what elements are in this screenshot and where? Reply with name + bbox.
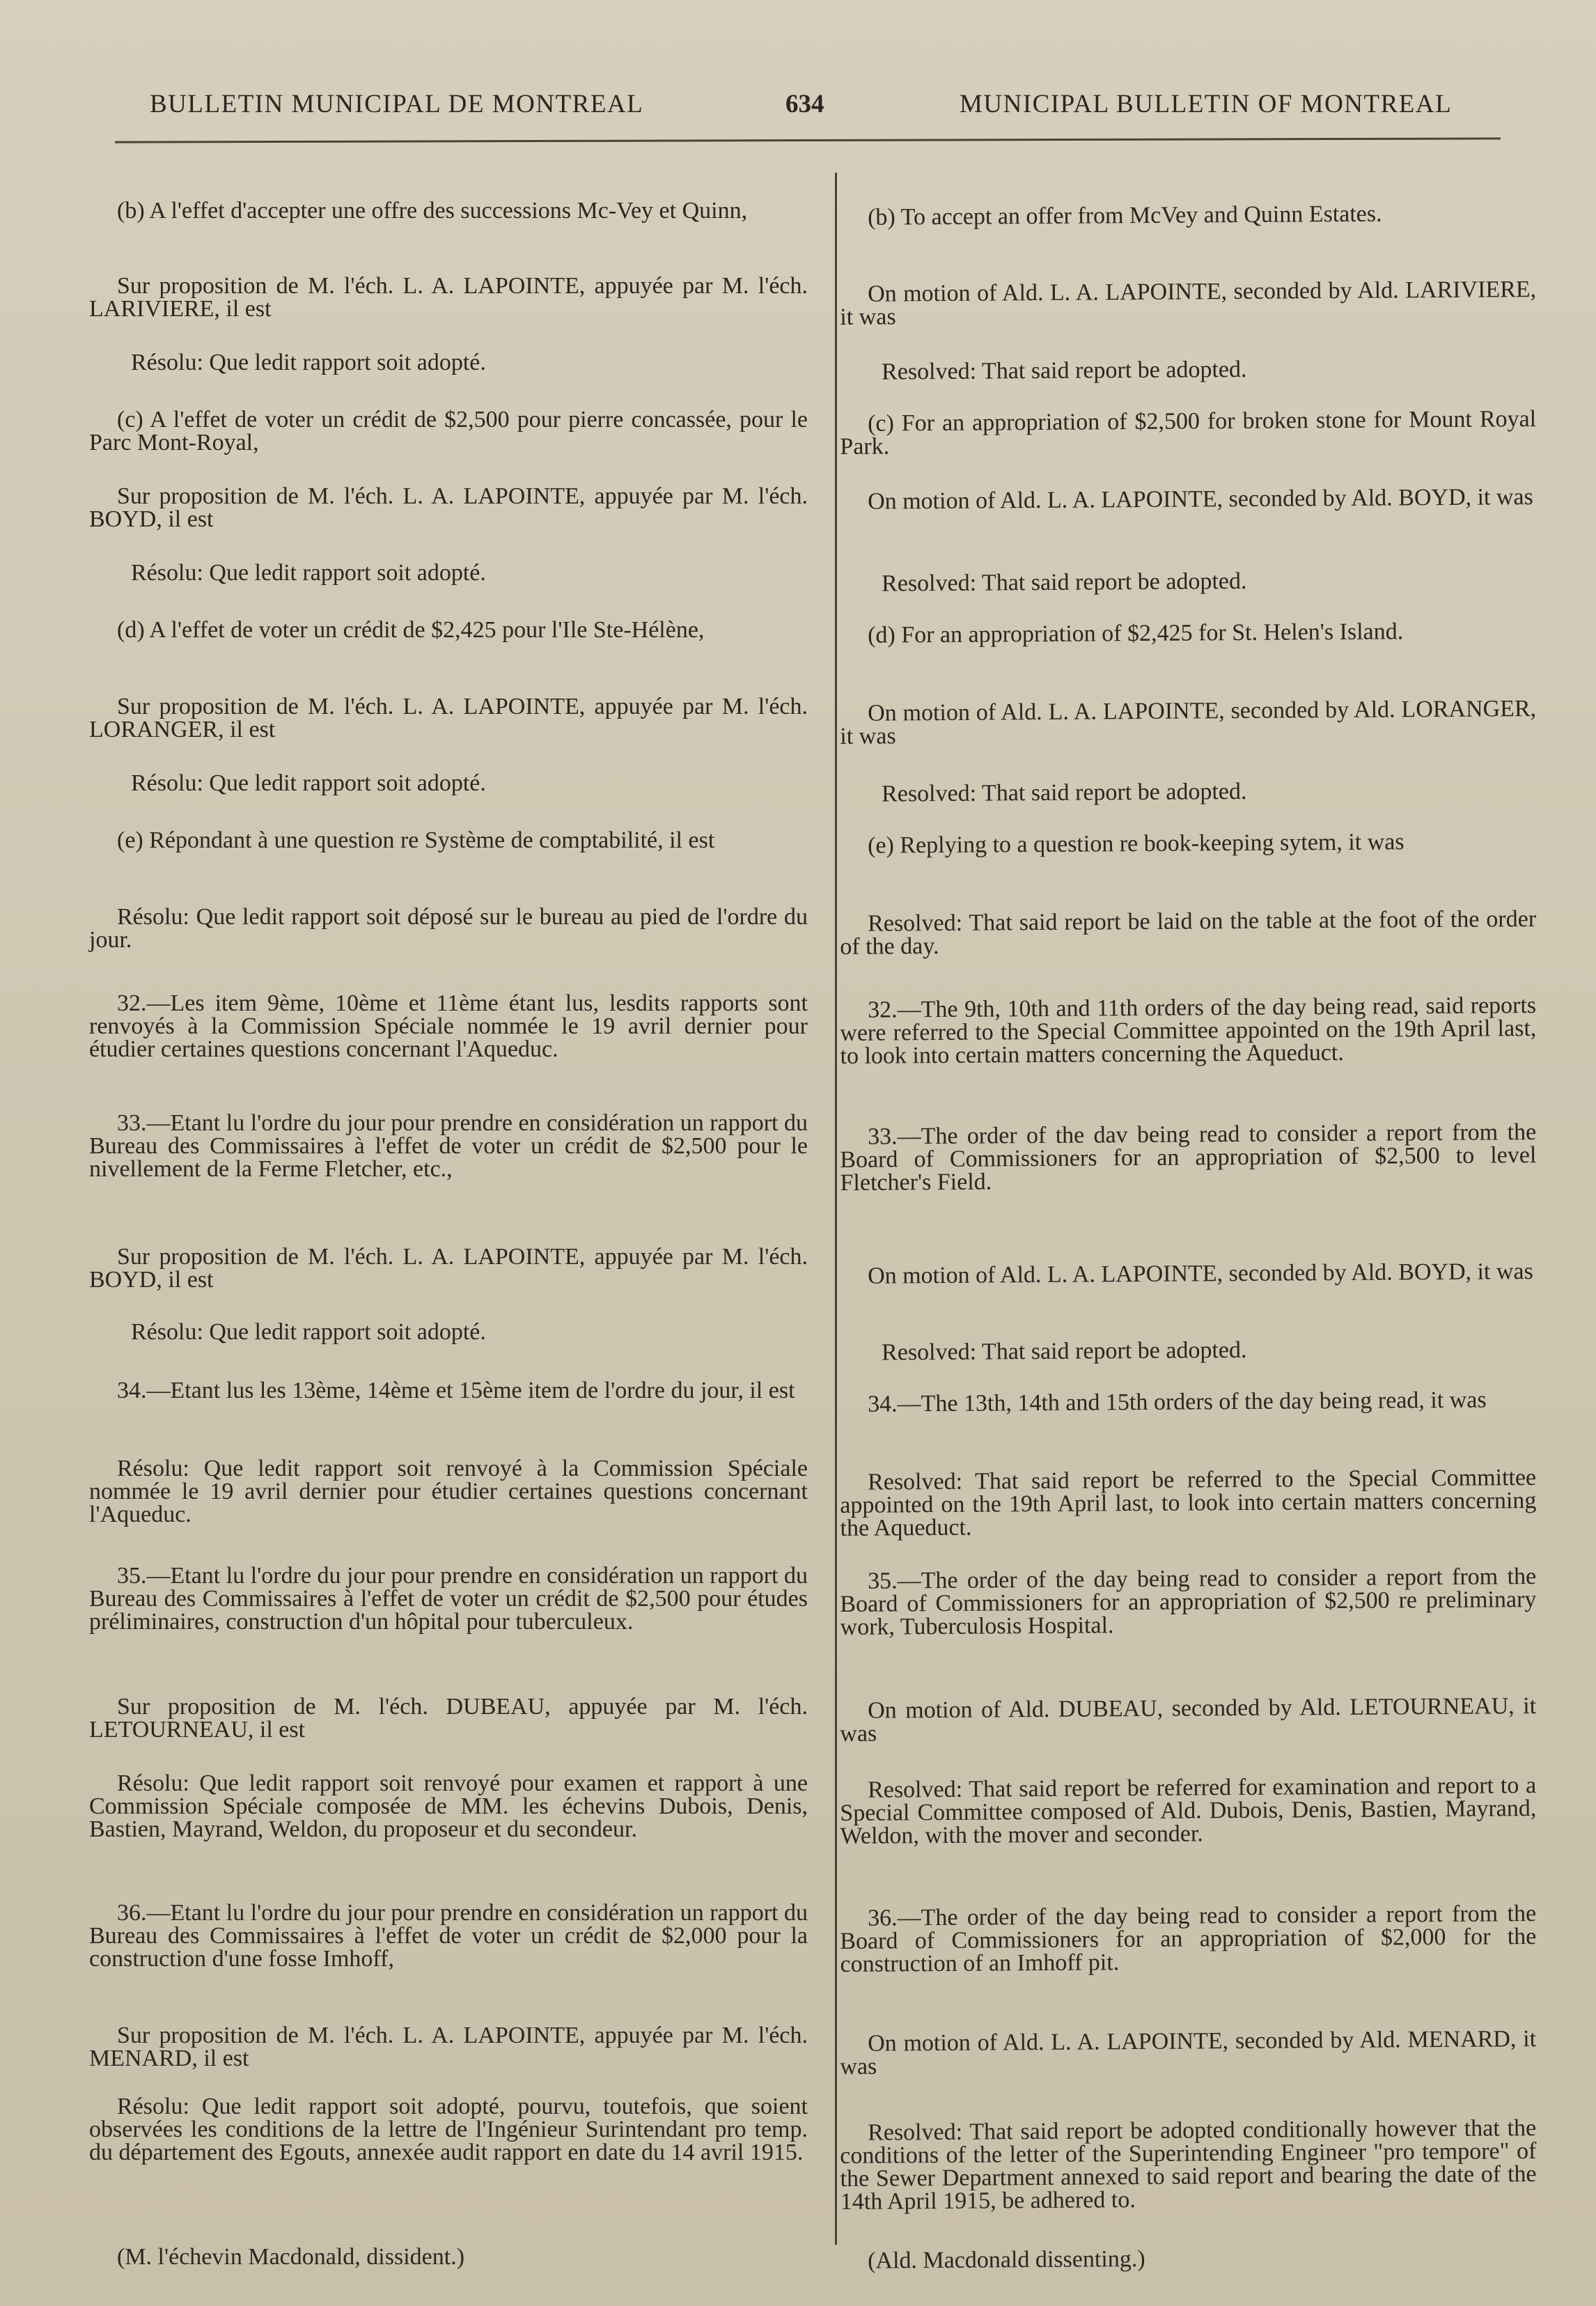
en-resolution-34: Resolved: That said report be referred to the Special Committee appointed on the 19th April last, to look into certain matters concerning the Aqueduct.	[840, 1465, 1537, 1541]
fr-resolution-34: Résolu: Que ledit rapport soit renvoyé à la Commission Spéciale nommée le 19 avril dernier pour étudier certaines questions concernant l'Aqueduc.	[89, 1456, 808, 1527]
fr-motion-35: Sur proposition de M. l'éch. DUBEAU, appuyée par M. l'éch. LETOURNEAU, il est	[89, 1694, 808, 1743]
en-motion-35: On motion of Ald. DUBEAU, seconded by Ald. LETOURNEAU, it was	[840, 1693, 1537, 1747]
en-resolution-d: Resolved: That said report be adopted.	[881, 778, 1247, 807]
en-motion-d: On motion of Ald. L. A. LAPOINTE, seconded by Ald. LORANGER, it was	[840, 696, 1537, 749]
fr-motion-33: Sur proposition de M. l'éch. L. A. LAPOINTE, appuyée par M. l'éch. BOYD, il est	[89, 1244, 808, 1293]
en-motion-c: On motion of Ald. L. A. LAPOINTE, seconded by Ald. BOYD, it was	[867, 484, 1533, 515]
en-item-32: 32.—The 9th, 10th and 11th orders of the day being read, said reports were referred to the Special Committee appointed on the 19th April last, to look into certain matters concerning the Aqueduct.	[840, 992, 1537, 1069]
fr-item-33: 33.—Etant lu l'ordre du jour pour prendre en considération un rapport du Bureau des Commissaires à l'effet de voter un crédit de $2,500 pour le nivellement de la Ferme Fletcher, etc.,	[89, 1110, 808, 1182]
fr-resolution-33: Résolu: Que ledit rapport soit adopté.	[131, 1319, 486, 1345]
en-item-36: 36.—The order of the day being read to consider a report from the Board of Commissioners for an appropriation of $2,000 for the construction of an Imhoff pit.	[840, 1901, 1537, 1977]
en-item-e: (e) Replying to a question re book-keeping sytem, it was	[867, 829, 1405, 859]
fr-dissent: (M. l'échevin Macdonald, dissident.)	[117, 2244, 465, 2270]
en-item-34: 34.—The 13th, 14th and 15th orders of the day being read, it was	[867, 1387, 1487, 1417]
header-english-title: MUNICIPAL BULLETIN OF MONTREAL	[960, 90, 1453, 118]
en-item-d: (d) For an appropriation of $2,425 for St. Helen's Island.	[867, 618, 1404, 648]
column-divider	[835, 173, 837, 2245]
fr-item-36: 36.—Etant lu l'ordre du jour pour prendre en considération un rapport du Bureau des Commissaires à l'effet de voter un crédit de $2,000 pour la construction d'une fosse Imhoff,	[89, 1900, 808, 1972]
fr-item-b: (b) A l'effet d'accepter une offre des successions Mc-Vey et Quinn,	[117, 198, 748, 224]
en-resolution-c: Resolved: That said report be adopted.	[881, 568, 1247, 597]
page-header	[0, 89, 1596, 131]
en-resolution-33: Resolved: That said report be adopted.	[881, 1337, 1247, 1366]
en-resolution-35: Resolved: That said report be referred for examination and report to a Special Committee composed of Ald. Dubois, Denis, Bastien, Mayrand, Weldon, with the mover and seconder.	[840, 1773, 1537, 1849]
fr-item-34: 34.—Etant lus les 13ème, 14ème et 15ème item de l'ordre du jour, il est	[117, 1378, 795, 1403]
en-motion-36: On motion of Ald. L. A. LAPOINTE, seconded by Ald. MENARD, it was	[840, 2026, 1537, 2080]
en-resolution-e: Resolved: That said report be laid on the table at the foot of the order of the day.	[840, 906, 1537, 960]
fr-resolution-e: Résolu: Que ledit rapport soit déposé sur le bureau au pied de l'ordre du jour.	[89, 904, 808, 953]
fr-resolution-36: Résolu: Que ledit rapport soit adopté, pourvu, toutefois, que soient observées les conditions de la lettre de l'Ingénieur Surintendant pro temp. du département des Egouts, annexée audit rapport en date du 14 avril 1915.	[89, 2094, 808, 2165]
fr-item-d: (d) A l'effet de voter un crédit de $2,425 pour l'Ile Ste-Hélène,	[117, 617, 705, 643]
fr-motion-c: Sur proposition de M. l'éch. L. A. LAPOINTE, appuyée par M. l'éch. BOYD, il est	[89, 483, 808, 532]
en-item-c: (c) For an appropriation of $2,500 for broken stone for Mount Royal Park.	[840, 406, 1537, 460]
fr-motion-36: Sur proposition de M. l'éch. L. A. LAPOINTE, appuyée par M. l'éch. MENARD, il est	[89, 2023, 808, 2071]
en-motion-33: On motion of Ald. L. A. LAPOINTE, seconded by Ald. BOYD, it was	[867, 1259, 1533, 1289]
fr-resolution-c: Résolu: Que ledit rapport soit adopté.	[131, 560, 486, 586]
page-number: 634	[785, 90, 824, 118]
fr-resolution-b: Résolu: Que ledit rapport soit adopté.	[131, 350, 486, 375]
header-french-title: BULLETIN MUNICIPAL DE MONTREAL	[150, 90, 644, 118]
en-motion-b: On motion of Ald. L. A. LAPOINTE, seconded by Ald. LARIVIERE, it was	[840, 276, 1537, 330]
en-item-b: (b) To accept an offer from McVey and Quinn Estates.	[867, 201, 1382, 231]
en-item-35: 35.—The order of the day being read to consider a report from the Board of Commissioners for an appropriation of $2,500 re preliminary work, Tuberculosis Hospital.	[840, 1564, 1537, 1640]
en-dissent: (Ald. Macdonald dissenting.)	[867, 2245, 1145, 2274]
en-resolution-b: Resolved: That said report be adopted.	[881, 356, 1247, 385]
fr-item-e: (e) Répondant à une question re Système de comptabilité, il est	[117, 827, 715, 853]
fr-motion-b: Sur proposition de M. l'éch. L. A. LAPOINTE, appuyée par M. l'éch. LARIVIERE, il est	[89, 273, 808, 322]
fr-resolution-d: Résolu: Que ledit rapport soit adopté.	[131, 770, 486, 796]
fr-item-35: 35.—Etant lu l'ordre du jour pour prendre en considération un rapport du Bureau des Commissaires à l'effet de voter un crédit de $2,500 pour études préliminaires, construction d'un hôpital pour tuberculeux.	[89, 1563, 808, 1635]
fr-resolution-35: Résolu: Que ledit rapport soit renvoyé pour examen et rapport à une Commission Spéciale composée de MM. les échevins Dubois, Denis, Bastien, Mayrand, Weldon, du proposeur et du secondeur.	[89, 1770, 808, 1842]
fr-motion-d: Sur proposition de M. l'éch. L. A. LAPOINTE, appuyée par M. l'éch. LORANGER, il est	[89, 694, 808, 742]
fr-item-c: (c) A l'effet de voter un crédit de $2,500 pour pierre concassée, pour le Parc Mont-Royal,	[89, 407, 808, 455]
fr-item-32: 32.—Les item 9ème, 10ème et 11ème étant lus, lesdits rapports sont renvoyés à la Commission Spéciale nommée le 19 avril dernier pour étudier certaines questions concernant l'Aqueduc.	[89, 990, 808, 1062]
en-resolution-36: Resolved: That said report be adopted conditionally however that the conditions of the letter of the Superintending Engineer "pro tempore" of the Sewer Department annexed to said report and bearing the date of the 14th April 1915, be adhered to.	[840, 2115, 1537, 2215]
header-rule	[115, 137, 1501, 143]
en-item-33: 33.—The order of the dav being read to consider a report from the Board of Commissioners for an appropriation of $2,500 to level Fletcher's Field.	[840, 1119, 1537, 1196]
